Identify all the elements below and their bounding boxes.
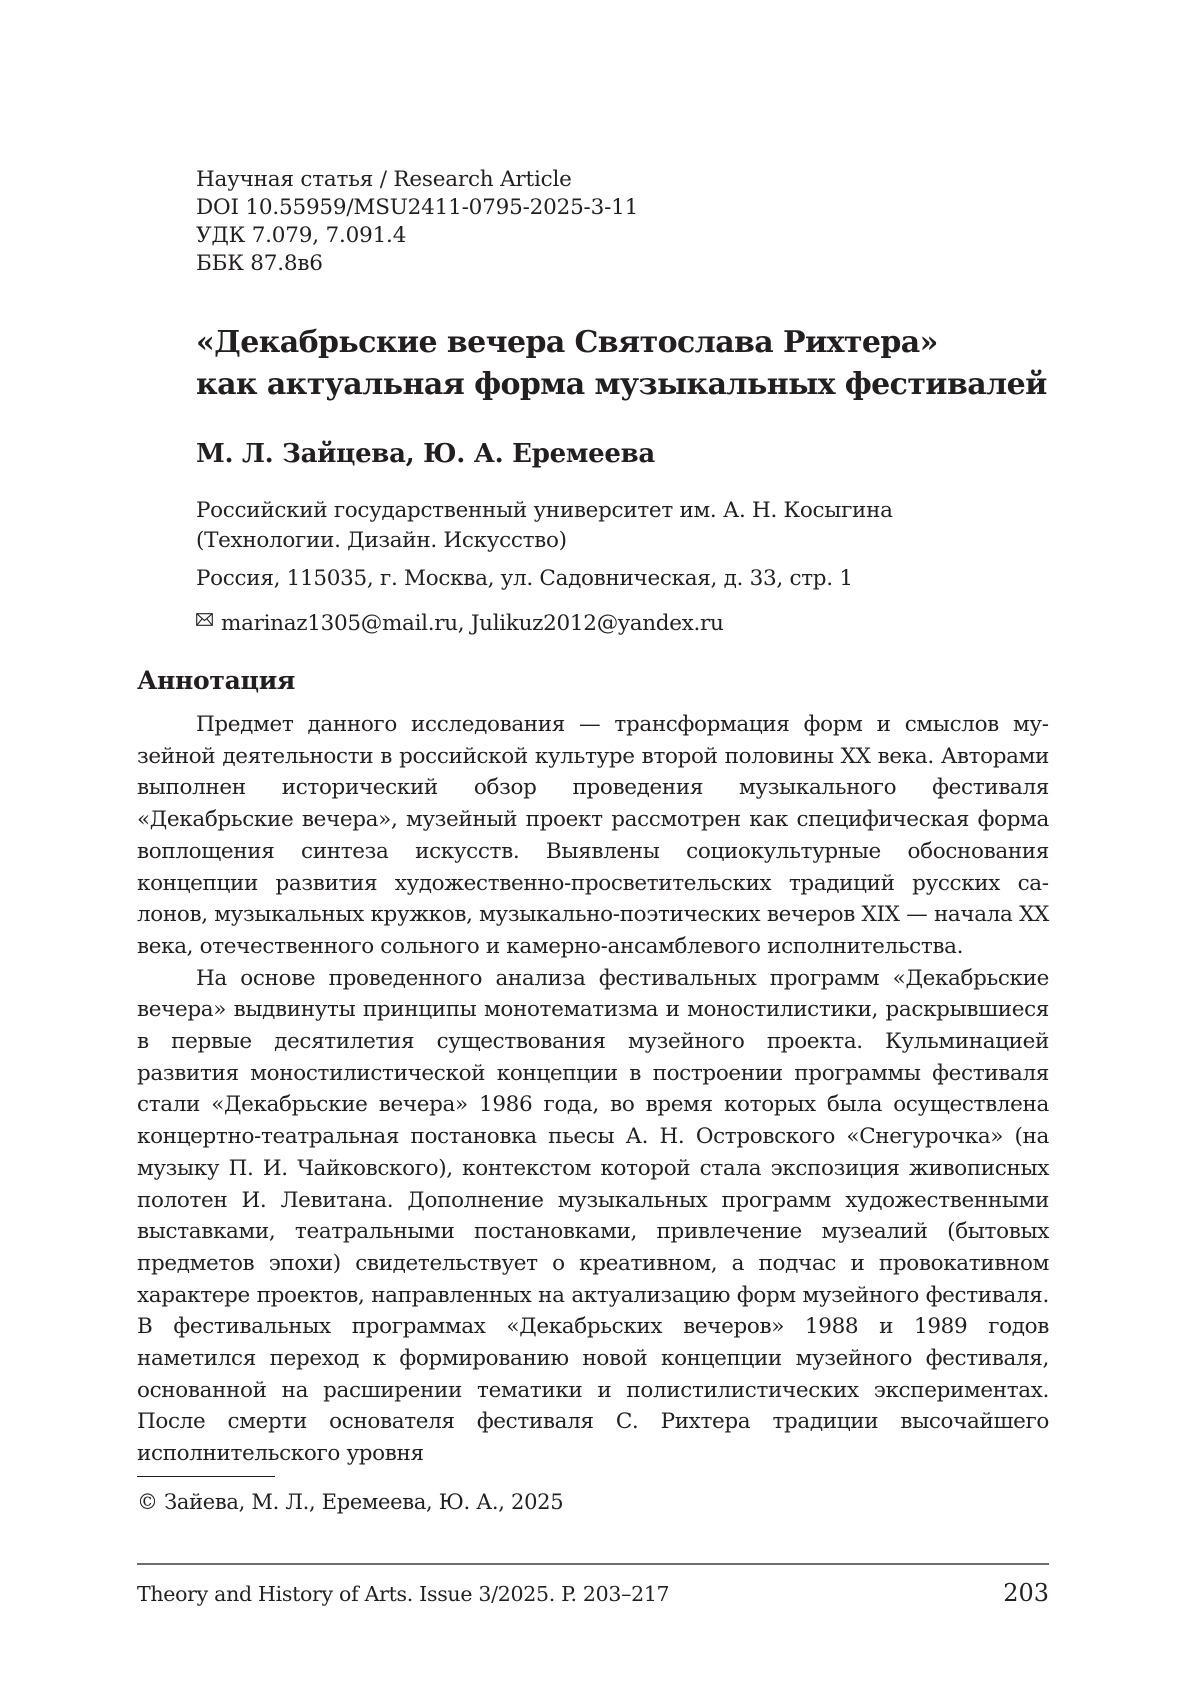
authors: М. Л. Зайцева, Ю. А. Еремеева (196, 439, 655, 469)
footnote-divider (137, 1476, 275, 1477)
copyright-note: © Зайева, М. Л., Еремеева, Ю. А., 2025 (137, 1490, 564, 1514)
envelope-icon (196, 613, 213, 626)
abstract-paragraph-2: На основе проведенного анализа фестивальных программ «Декабрьские вечера» выдвинуты принципы монотематизма и моностилистики, раскрывшиеся в первые десятилетия существования музейного проекта. Кульминацией развития моностилистической концепции в построении программы фестиваля стали «Декабрьские вечера» 1986 года, во время которых была осуществлена концертно-театральная постановка пьесы А. Н. Островского «Снегурочка» (на музыку П. И. Чайковского), контекстом которой стала экспозиция живописных полотен И. Левитана. Дополнение музыкальных программ художественными выставками, театральными постановками, привлечение музеалий (бытовых предметов эпохи) свидетельствует о креативном, а подчас и провокативном характере проектов, направленных на актуализацию форм музейного фестиваля. В фестивальных программах «Декабрьских вечеров» 1988 и 1989 годов наметился переход к формированию новой концепции музейного фестиваля, основанной на расширении тематики и полистилистических экспериментах. После смерти основателя фестиваля С. Рихтера традиции высочайшего исполнительского уровня (137, 965, 1049, 1467)
affiliation (196, 496, 893, 594)
journal-citation: Theory and History of Arts. Issue 3/2025. P. 203–217 (137, 1582, 670, 1606)
footer-divider (137, 1563, 1049, 1565)
title-line-2: как актуальная форма музыкальных фестивалей (196, 367, 1047, 402)
doi[interactable]: DOI 10.55959/MSU2411-0795-2025-3-11 (196, 195, 639, 220)
title-line-1: «Декабрьские вечера Святослава Рихтера» (196, 325, 938, 360)
article-metadata (196, 166, 638, 278)
article-title (196, 322, 1096, 406)
affiliation-line-1: Российский государственный университет им. А. Н. Косыгина (196, 498, 893, 523)
email-addresses[interactable]: marinaz1305@mail.ru, Julikuz2012@yandex.ru (221, 611, 724, 636)
abstract-body (137, 709, 1049, 1470)
affiliation-address: Россия, 115035, г. Москва, ул. Садовническая, д. 33, стр. 1 (196, 566, 853, 591)
udk-code: УДК 7.079, 7.091.4 (196, 223, 407, 248)
article-type: Научная статья / Research Article (196, 167, 572, 192)
contact-emails (196, 609, 724, 639)
abstract-paragraph-1: Предмет данного исследования — трансформация форм и смыслов музейной деятельности в российской культуре второй половины XX века. Авторами выполнен исторический обзор проведения музыкального фестиваля «Декабрьские вечера», музейный проект рассмотрен как специфическая форма воплощения синтеза искусств. Выявлены социокультурные обоснования концепции развития художественно-просветительских традиций русских салонов, музыкальных кружков, музыкально-поэтических вечеров XIX — начала XX века, отечественного сольного и камерно-ансамблевого исполнительства. (137, 712, 1049, 959)
bbk-code: ББК 87.8в6 (196, 251, 323, 276)
abstract-heading: Аннотация (137, 666, 296, 695)
page-number: 203 (1003, 1579, 1049, 1607)
affiliation-line-2: (Технологии. Дизайн. Искусство) (196, 528, 567, 553)
